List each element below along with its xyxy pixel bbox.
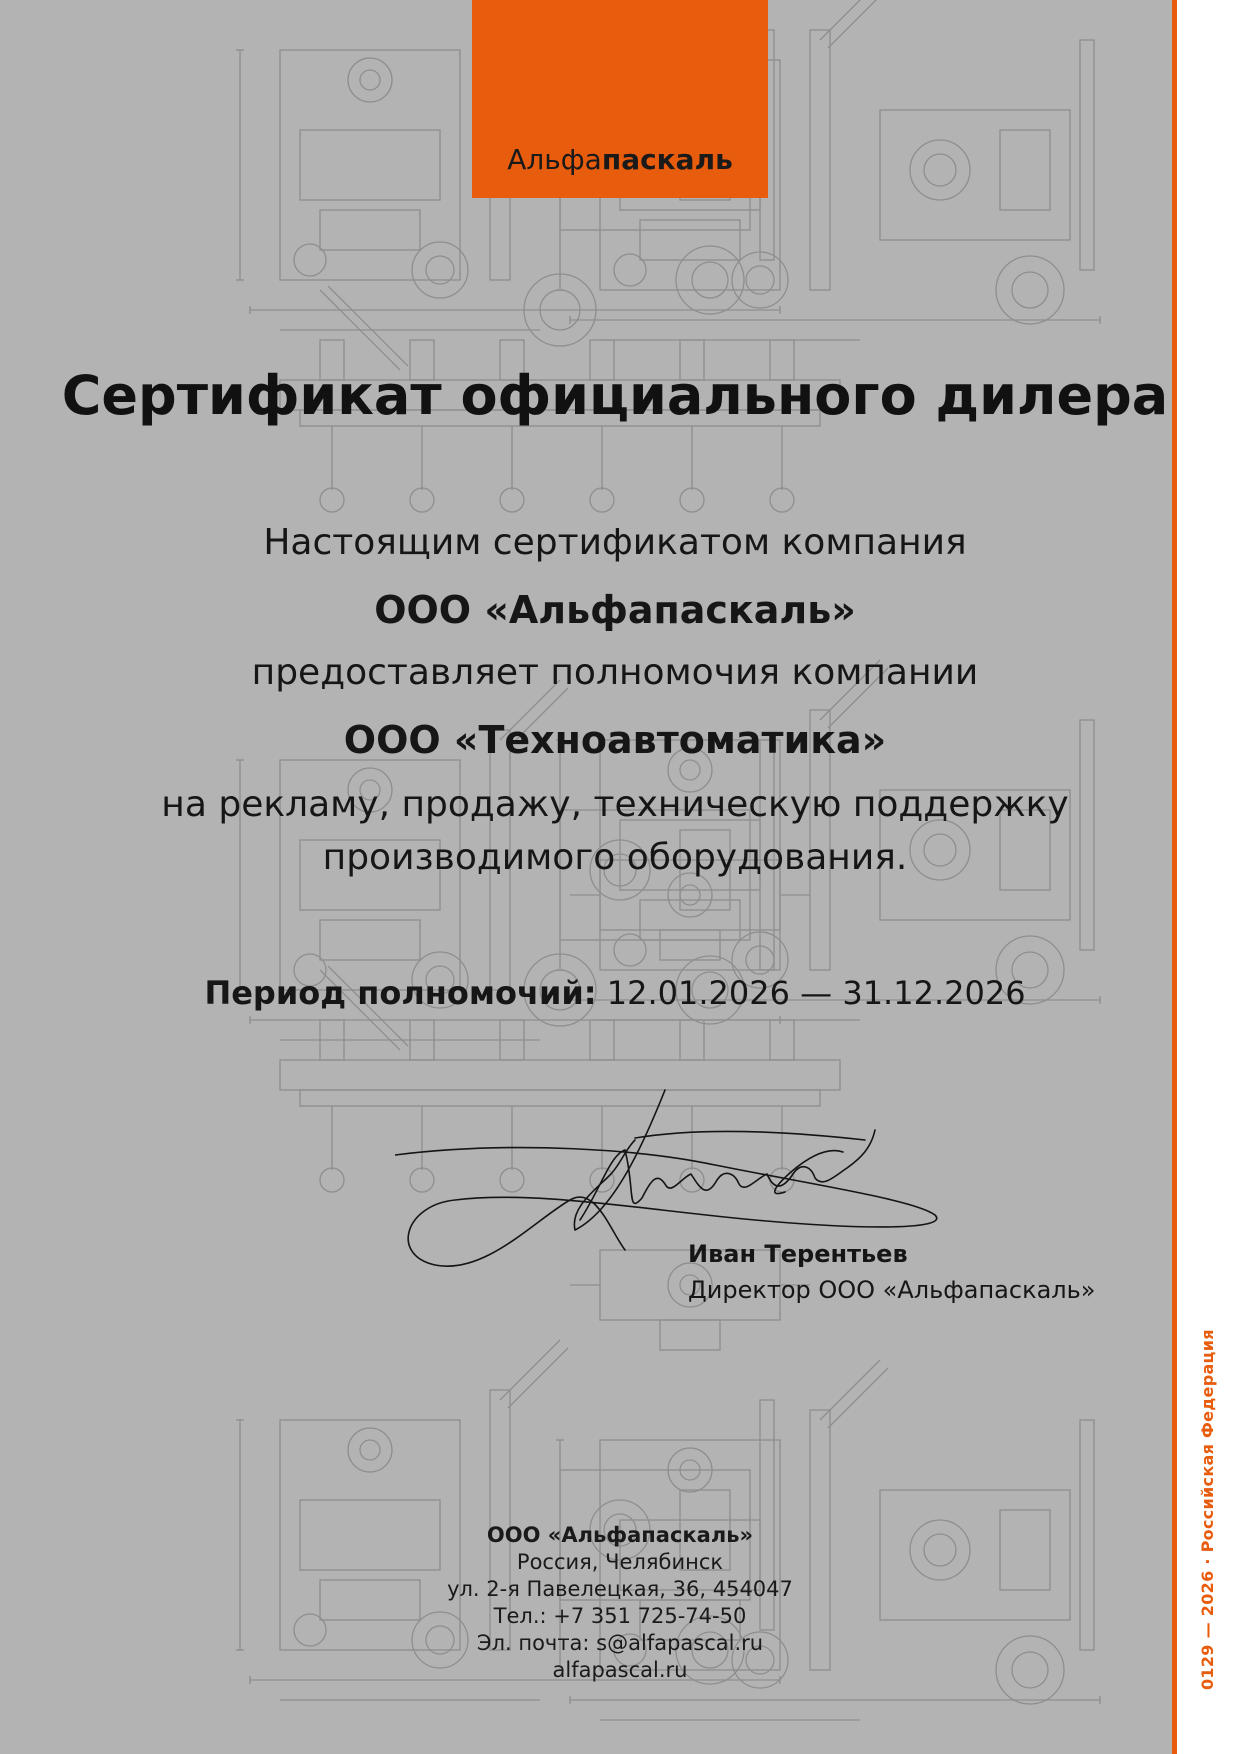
scope-line-2: производимого оборудования.: [322, 837, 908, 878]
footer-email: Эл. почта: s@alfapascal.ru: [476, 1631, 764, 1655]
footer-address: ул. 2-я Павелецкая, 36, 454047: [447, 1577, 793, 1601]
brand-logo: [472, 0, 768, 198]
grantor-company: ООО «Альфапаскаль»: [374, 588, 856, 632]
footer-website: alfapascal.ru: [552, 1658, 688, 1682]
certificate-title: Сертификат официального дилера: [61, 364, 1169, 427]
period-dates: 12.01.2026 — 31.12.2026: [596, 974, 1026, 1012]
certificate-grant-line: предоставляет полномочия компании: [251, 652, 979, 693]
side-caption: 0129 — 2026 · Российская Федерация: [1198, 1329, 1217, 1690]
signatory-role: Директор ООО «Альфапаскаль»: [688, 1276, 1096, 1304]
orange-border-line: [1172, 0, 1177, 1754]
period-label: Период полномочий:: [204, 974, 597, 1012]
authority-period: [60, 974, 1170, 1012]
grantee-company: ООО «Техноавтоматика»: [343, 718, 887, 762]
logo-wordmark-bold: паскаль: [601, 143, 733, 176]
company-contacts: [300, 1522, 940, 1684]
scope-line-1: на рекламу, продажу, техническую поддержку: [161, 784, 1069, 825]
signatory-name: Иван Терентьев: [688, 1240, 908, 1268]
certificate-intro-line: Настоящим сертификатом компания: [263, 522, 967, 563]
logo-wordmark-regular: Альфа: [507, 143, 602, 176]
footer-company-name: ООО «Альфапаскаль»: [486, 1523, 754, 1547]
footer-city: Россия, Челябинск: [516, 1550, 724, 1574]
logo-wordmark: [472, 143, 768, 176]
footer-phone: Тел.: +7 351 725-74-50: [493, 1604, 747, 1628]
